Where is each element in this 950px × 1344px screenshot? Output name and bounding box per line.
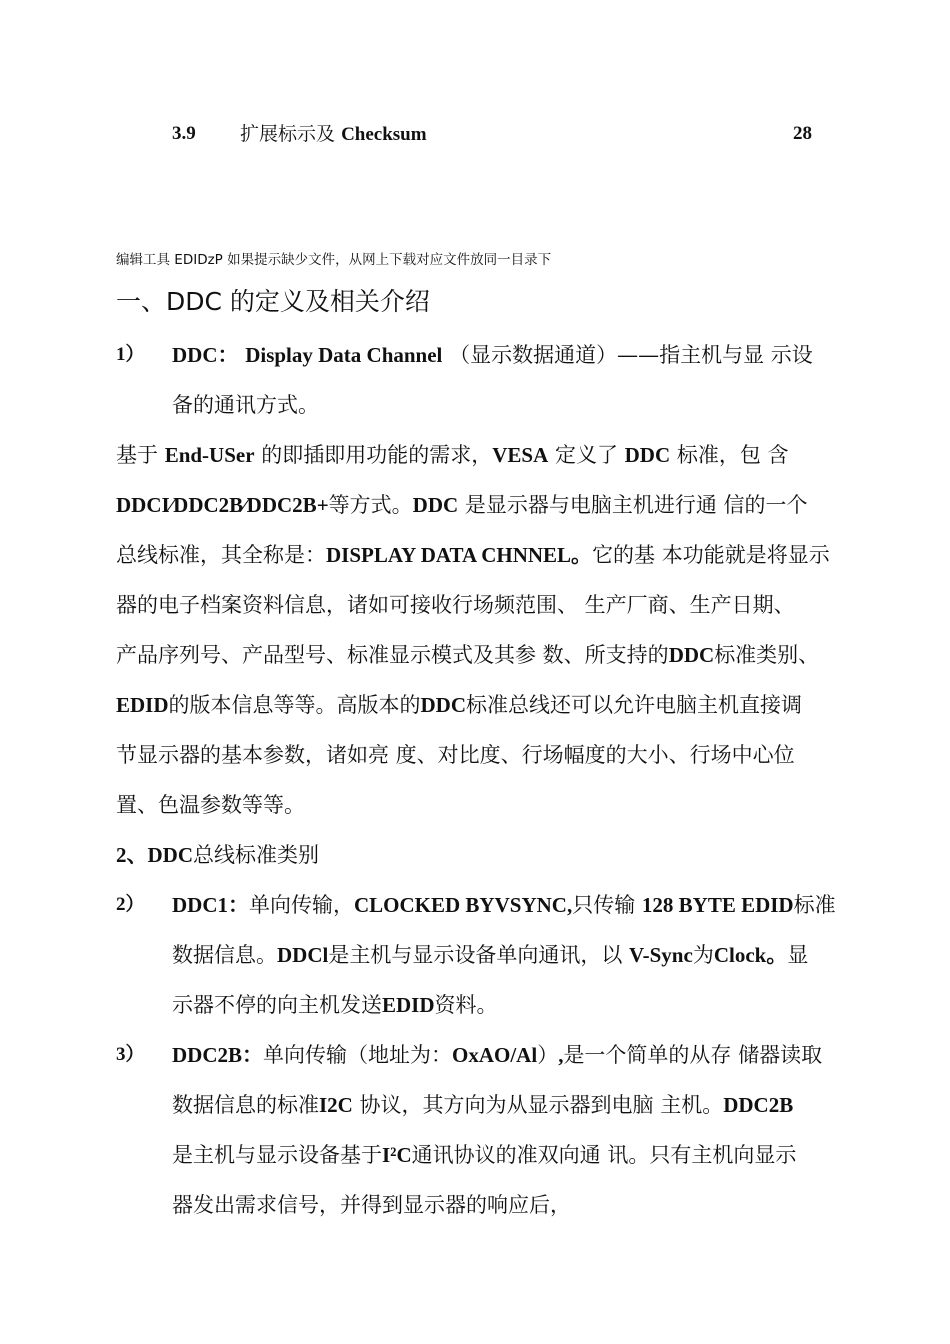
para-line-7: 节显示器的基本参数，诸如亮 度、对比度、行场幅度的大小、行场中心位 bbox=[116, 743, 795, 767]
item-3-line-2: 数据信息的标准I2C 协议，其方向为从显示器到电脑 主机。DDC2B bbox=[172, 1093, 794, 1117]
toc-title bbox=[240, 120, 427, 149]
toc-entry[interactable] bbox=[172, 120, 812, 148]
subsection-heading: 2、DDC总线标准类别 bbox=[116, 843, 319, 867]
toc-title-cn: 扩展标示及 bbox=[240, 123, 336, 145]
item-2-line-2: 数据信息。DDCl是主机与显示设备单向通讯，以 V-Sync为Clock。显 bbox=[172, 943, 809, 967]
section-heading: 一、DDC 的定义及相关介绍 bbox=[116, 287, 430, 316]
toc-page-number: 28 bbox=[793, 123, 812, 144]
item-1-line-2: 备的通讯方式。 bbox=[172, 393, 319, 417]
toc-number: 3.9 bbox=[172, 123, 196, 144]
item-2-line-3: 示器不停的向主机发送EDID资料。 bbox=[172, 993, 498, 1017]
para-line-1: 基于 End-USer 的即插即用功能的需求，VESA 定义了 DDC 标准，包 含 bbox=[116, 443, 789, 467]
para-line-5: 产品序列号、产品型号、标准显示模式及其参 数、所支持的DDC标准类别、 bbox=[116, 643, 820, 667]
item-1-line-1: DDC： Display Data Channel （显示数据通道）——指主机与显 示设 bbox=[172, 343, 813, 367]
item-3-line-4: 器发出需求信号，并得到显示器的响应后， bbox=[172, 1193, 571, 1217]
para-line-3: 总线标准，其全称是：DISPLAY DATA CHNNEL。它的基 本功能就是将显示 bbox=[116, 543, 830, 567]
para-line-4: 器的电子档案资料信息，诸如可接收行场频范围、 生产厂商、生产日期、 bbox=[116, 593, 795, 617]
editor-note: 编辑工具 EDIDzP 如果提示缺少文件，从网上下载对应文件放同一目录下 bbox=[116, 252, 552, 268]
item-2-line-1: DDC1：单向传输，CLOCKED BYVSYNC,只传输 128 BYTE EDID标准 bbox=[172, 893, 836, 917]
item-3-line-1: DDC2B：单向传输（地址为：OxAO/Al）,是一个简单的从存 储器读取 bbox=[172, 1043, 823, 1067]
item-1-label: 1） bbox=[116, 344, 145, 365]
item-3-line-3: 是主机与显示设备基于I²C通讯协议的准双向通 讯。只有主机向显示 bbox=[172, 1143, 797, 1167]
para-line-2: DDCI⁄DDC2B⁄DDC2B+等方式。DDC 是显示器与电脑主机进行通 信的一个 bbox=[116, 493, 808, 517]
para-line-6: EDID的版本信息等等。高版本的DDC标准总线还可以允许电脑主机直接调 bbox=[116, 693, 803, 717]
para-line-8: 置、色温参数等等。 bbox=[116, 793, 305, 817]
toc-title-en: Checksum bbox=[341, 124, 427, 145]
item-3-label: 3） bbox=[116, 1044, 145, 1065]
item-2-label: 2） bbox=[116, 894, 145, 915]
